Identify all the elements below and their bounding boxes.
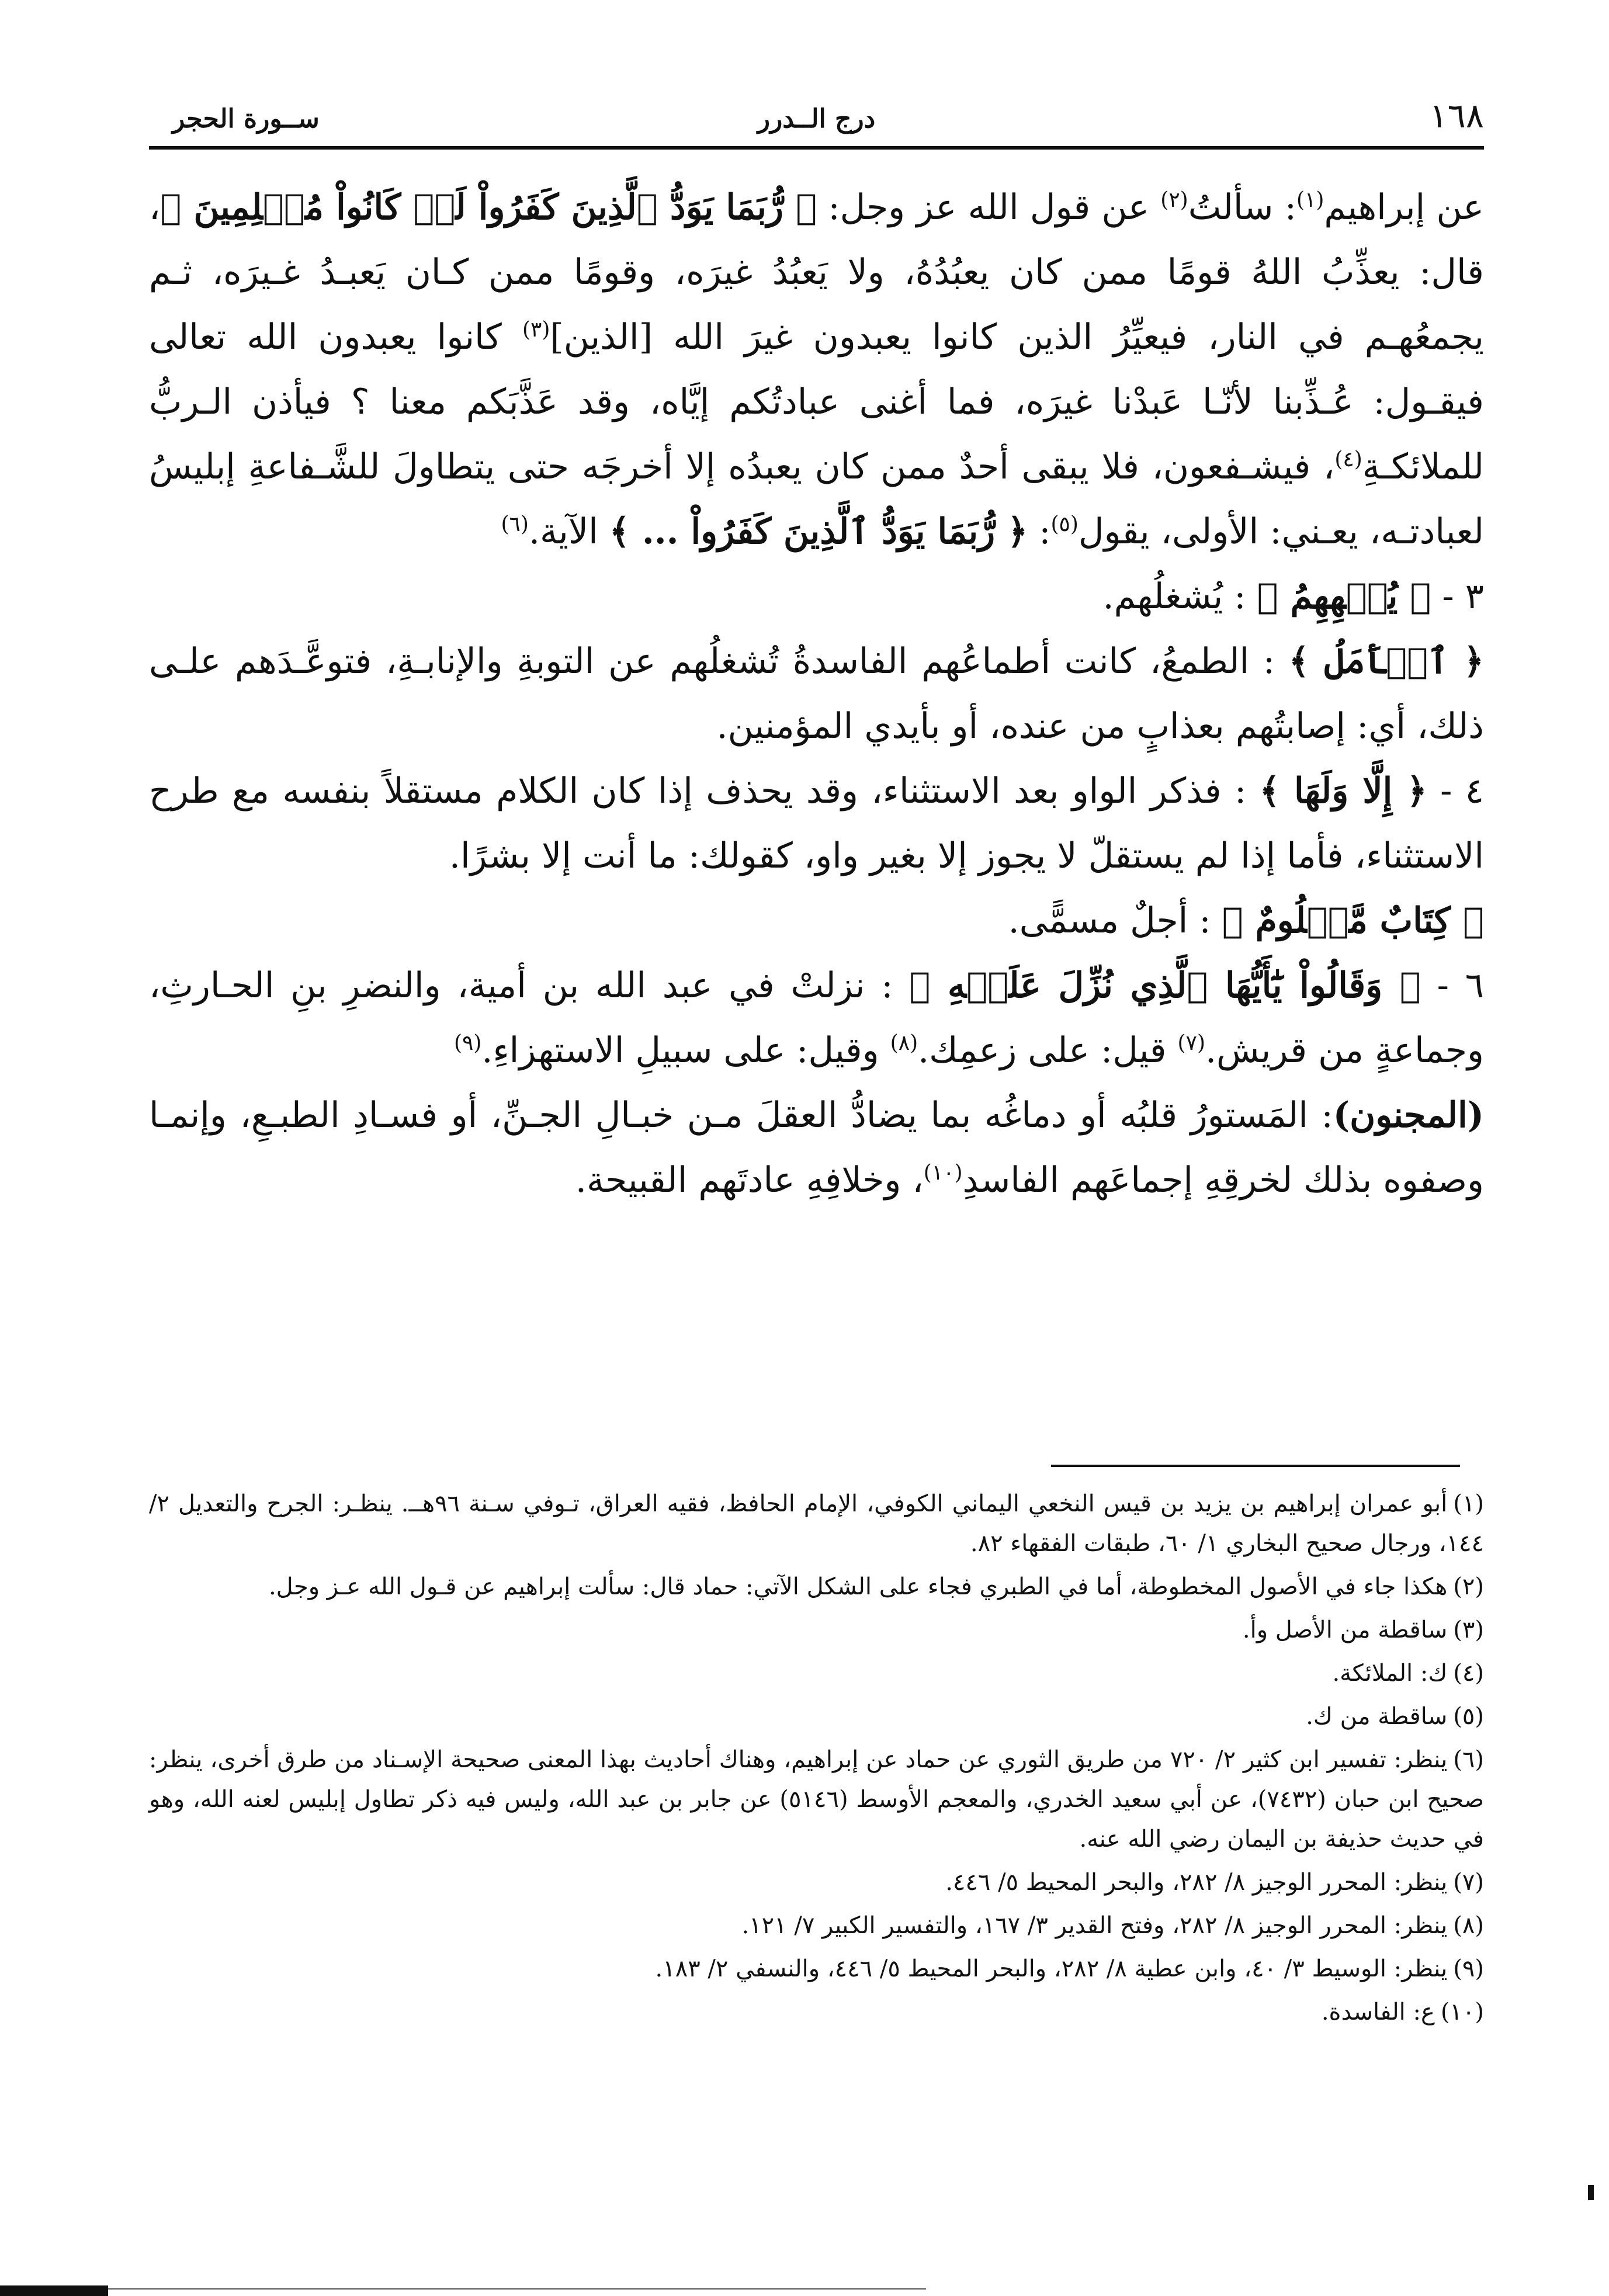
footnotes [149, 1484, 1484, 2035]
footnote-text: ينظر: المحرر الوجيز ٨/ ٢٨٢، وفتح القدير ٣/ ١٦٧، والتفسير الكبير ٧/ ١٢١. [741, 1912, 1448, 1939]
footnote-2 [149, 1567, 1484, 1607]
footnote-text: أبو عمران إبراهيم بن يزيد بن قيس النخعي اليماني الكوفي، الإمام الحافظ، فقيه العراق، تـوفي سـنة ٩٦هــ. ينظـر: الجرح والتعديل ٢/ ١٤٤، ورجال صحيح البخاري ١/ ٦٠، طبقات الفقهاء ٨٢. [149, 1490, 1484, 1557]
footnote-ref-4: (٤) [1334, 448, 1362, 471]
text: : [1028, 511, 1051, 552]
scan-edge-bar [0, 2285, 108, 2296]
term-heading: (المجنون) [1333, 1095, 1484, 1136]
footnote-ref-2: (٢) [1160, 188, 1188, 212]
footnote-number: (٧) [1453, 1869, 1484, 1896]
quran-verse: ﴿ ٱلۡأَمَلُ ﴾ [1288, 641, 1484, 682]
text: كانوا يعبدون الله تعالى فيقـول: عُـذِّبنا لأنّـا عَبدْنا غيرَه، فما أغنى عبادتُكم إيَّاه، وقد عَذَّبَكم معنا ؟ فيأذن الـربُّ للملائكـةِ [149, 317, 1484, 487]
footnote-separator [1051, 1465, 1460, 1467]
footnote-ref-10: (١٠) [923, 1161, 963, 1185]
header-rule [149, 146, 1484, 150]
paragraph-5 [149, 889, 1484, 953]
footnote-text: ينظر: الوسيط ٣/ ٤٠، وابن عطية ٨/ ٢٨٢، والبحر المحيط ٥/ ٤٤٦، والنسفي ٢/ ١٨٣. [655, 1955, 1448, 1982]
text: : يُشغلُهم. [1102, 576, 1257, 617]
paragraph-6 [149, 953, 1484, 1083]
footnote-number: (٩) [1453, 1955, 1484, 1982]
quran-verse: ﴿ يُلۡهِهِمُ ﴾ [1257, 576, 1431, 617]
quran-verse: ﴿ وَقَالُواْ يَٰٓأَيُّهَا ٱلَّذِي نُزِّلَ عَلَيۡهِ ﴾ [909, 965, 1421, 1006]
footnote-4 [149, 1653, 1484, 1693]
surah-title: ســورة الحجر [172, 104, 320, 134]
scan-edge-line [108, 2288, 926, 2290]
book-title: درج الــدرر [757, 104, 876, 134]
footnote-number: (١٠) [1440, 1999, 1484, 2026]
footnote-text: ينظر: تفسير ابن كثير ٢/ ٧٢٠ من طريق الثوري عن حماد عن إبراهيم، وهناك أحاديث بهذا المعنى صحيحة الإسـناد من طرق أخرى، ينظر: صحيح ابن حبان (٧٤٣٢)، عن أبي سعيد الخدري، والمعجم الأوسط (٥١٤٦) عن جابر بن عبد الله، وليس فيه ذكر تطاول إبليس لعنه الله، وهو في حديث حذيفة بن اليمان رضي الله عنه. [149, 1746, 1485, 1853]
text: ، قال: يعذِّبُ اللهُ قومًا ممن كان يعبُدُهُ، ولا يَعبُدُ غيرَه، وقومًا ممن كـان يَعبـدُ غـيرَه، ثـم يجمعُهـم في النار، فيعيِّرُ الذين كانوا يعبدون غيرَ الله [الذين] [149, 187, 1484, 358]
footnote-ref-6: (٦) [501, 512, 529, 536]
text: قيل: على زعمِك. [918, 1030, 1178, 1071]
main-text [149, 175, 1484, 1213]
footnote-number: (٤) [1453, 1660, 1484, 1687]
footnote-ref-3: (٣) [522, 318, 550, 342]
footnote-number: (٨) [1453, 1912, 1484, 1939]
footnote-8 [149, 1906, 1484, 1945]
footnote-ref-5: (٥) [1050, 512, 1079, 536]
footnote-text: ينظر: المحرر الوجيز ٨/ ٢٨٢، والبحر المحيط ٥/ ٤٤٦. [945, 1869, 1448, 1896]
footnote-7 [149, 1863, 1484, 1902]
page-header [149, 88, 1484, 151]
footnote-number: (٥) [1453, 1703, 1484, 1730]
paragraph-1 [149, 175, 1484, 564]
quran-verse: ﴿ إِلَّا وَلَهَا ﴾ [1259, 771, 1427, 811]
footnote-number: (٣) [1453, 1617, 1484, 1643]
page-number: ١٦٨ [1429, 96, 1484, 136]
footnote-number: (١) [1453, 1490, 1484, 1517]
scan-mark [1588, 2185, 1594, 2200]
item-number: ٦ - [1420, 965, 1484, 1006]
footnote-3 [149, 1610, 1484, 1650]
text: عن قول الله عز وجل: [817, 187, 1161, 228]
paragraph-2 [149, 564, 1484, 629]
text: الآية. [528, 511, 609, 552]
text: : المَستورُ قلبُه أو دماغُه بما يضادُّ العقلَ مـن خبـالِ الجـنِّ، أو فسـادِ الطبـعِ، وإنمـا وصفوه بذلك لخرقِهِ إجماعَهم الفاسدِ [149, 1095, 1484, 1201]
footnote-ref-8: (٨) [890, 1031, 918, 1055]
item-number: ٣ - [1431, 576, 1484, 617]
text: : الطمعُ، كانت أطماعُهم الفاسدةُ تُشغلُهم عن التوبةِ والإنابـةِ، فتوعَّـدَهم علـى ذلك، أي: إصابتُهم بعذابٍ من عنده، أو بأيدي المؤمنين. [149, 641, 1484, 747]
text: : نزلتْ في عبد الله بن أمية، والنضرِ بنِ الحـارثِ، وجماعةٍ من قريش. [149, 965, 1484, 1071]
footnote-ref-9: (٩) [453, 1031, 482, 1055]
footnote-1 [149, 1484, 1484, 1563]
text: : فذكر الواو بعد الاستثناء، وقد يحذف إذا كان الكلام مستقلاً بنفسه مع طرح الاستثناء، فأما إذا لم يستقلّ لا يجوز إلا بغير واو، كقولك: ما أنت إلا بشرًا. [149, 771, 1484, 876]
footnote-ref-7: (٧) [1177, 1031, 1205, 1055]
text: ، فيشـفعون، فلا يبقى أحدٌ ممن كان يعبدُه إلا أخرجَه حتى يتطاولَ للشَّـفاعةِ إبليسُ لعبادتـه، يعـني: الأولى، يقول [149, 446, 1484, 552]
footnote-number: (٢) [1453, 1573, 1484, 1600]
text: عن إبراهيم [1324, 187, 1484, 228]
quran-verse: ﴿ رُّبَمَا يَوَدُّ ٱلَّذِينَ كَفَرُواْ لَوۡ كَانُواْ مُسۡلِمِينَ ﴾ [160, 187, 817, 228]
quran-verse: ﴿ كِتَابٌ مَّعۡلُومٌ ﴾ [1222, 900, 1484, 941]
footnote-6 [149, 1740, 1484, 1859]
paragraph-3 [149, 629, 1484, 759]
footnote-text: ساقطة من الأصل وأ. [1242, 1617, 1448, 1643]
footnote-text: هكذا جاء في الأصول المخطوطة، أما في الطبري فجاء على الشكل الآتي: حماد قال: سألت إبراهيم عن قـول الله عـز وجل. [268, 1573, 1448, 1600]
footnote-number: (٦) [1453, 1746, 1484, 1773]
paragraph-7 [149, 1083, 1484, 1213]
footnote-5 [149, 1697, 1484, 1736]
text: وقيل: على سبيلِ الاستهزاءِ. [481, 1030, 890, 1071]
paragraph-4 [149, 759, 1484, 889]
quran-verse: ﴿ رُّبَمَا يَوَدُّ ٱلَّذِينَ كَفَرُواْ ... ﴾ [609, 511, 1028, 552]
text: : سألتُ [1188, 187, 1296, 228]
text: ، وخلافِهِ عادتَهم القبيحة. [575, 1160, 924, 1201]
footnote-text: ع: الفاسدة. [1321, 1999, 1435, 2026]
footnote-ref-1: (١) [1296, 188, 1324, 212]
text: : أجلٌ مسمًّى. [1008, 900, 1222, 941]
item-number: ٤ - [1427, 771, 1485, 811]
footnote-text: ساقطة من ك. [1306, 1703, 1448, 1730]
footnote-9 [149, 1949, 1484, 1989]
footnote-10 [149, 1992, 1484, 2032]
footnote-text: ك: الملائكة. [1332, 1660, 1448, 1687]
